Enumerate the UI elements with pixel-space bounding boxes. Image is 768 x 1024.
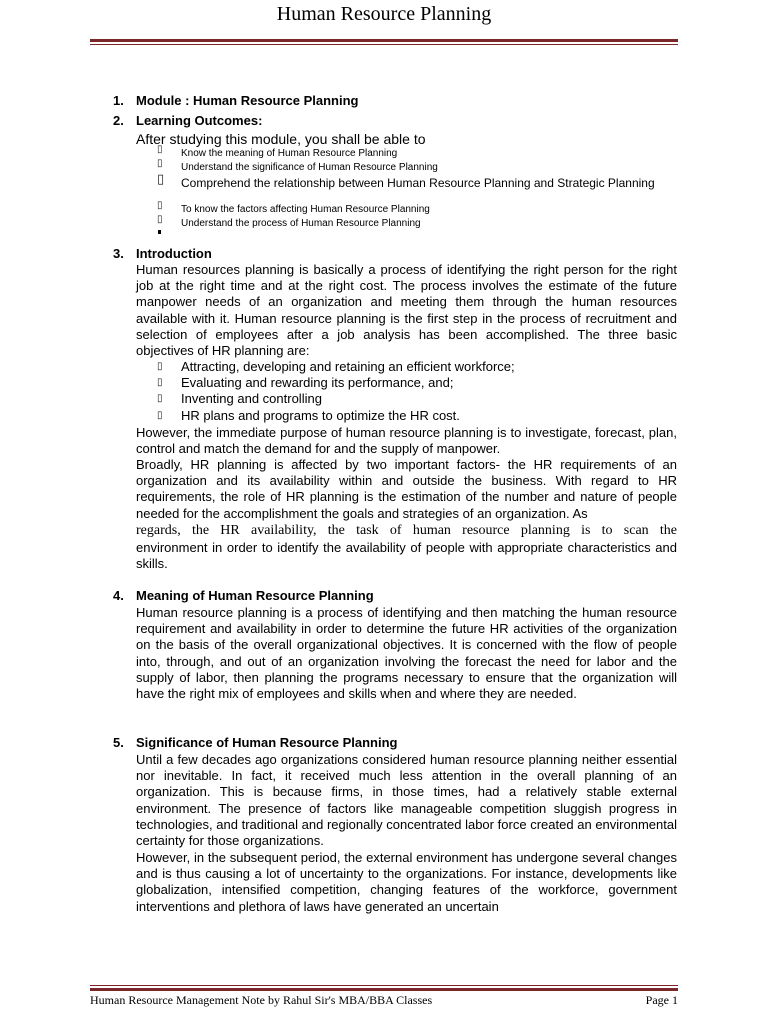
section-1-heading: Module : Human Resource Planning	[136, 93, 359, 108]
outcomes-intro: After studying this module, you shall be able to	[136, 131, 426, 147]
footer-note: Human Resource Management Note by Rahul Sir's MBA/BBA Classes	[90, 993, 433, 1007]
section-3-number: 3.	[113, 246, 124, 261]
bullet-icon: ▯	[157, 158, 163, 169]
purpose-paragraph: However, the immediate purpose of human resource planning is to investigate, forecast, plan, control and match the demand for and the supply of manpower.	[136, 425, 677, 457]
outcome-item: Know the meaning of Human Resource Planning	[181, 148, 398, 159]
section-2-heading: Learning Outcomes:	[136, 113, 263, 128]
significance-paragraph-2: However, in the subsequent period, the external environment has undergone several changes and is thus causing a lot of uncertainty to the organizations. For instance, developments like globalization, intensified competition, changing features of the workforce, government interventions and plethora of laws have generated an uncertain	[136, 850, 677, 914]
section-1-number: 1.	[113, 93, 124, 108]
footer-rule	[90, 985, 678, 991]
bullet-icon: ▯	[157, 393, 163, 404]
section-3-heading: Introduction	[136, 246, 212, 261]
objective-item: HR plans and programs to optimize the HR cost.	[181, 408, 460, 423]
bullet-icon: ▯	[157, 144, 163, 155]
intro-paragraph: Human resources planning is basically a process of identifying the right person for the right job at the right time and at the right cost. The process involves the estimate of the future manpower needs of an organization and meeting them through the human resources available with it. Human resource planning is the first step in the process of recruitment and selection of employees after a job analysis has been accomplished. The three basic objectives of HR planning are:	[136, 262, 677, 359]
objective-item: Evaluating and rewarding its performance, and;	[181, 375, 454, 390]
section-2-number: 2.	[113, 113, 124, 128]
header-rule	[90, 39, 678, 45]
outcome-item: To know the factors affecting Human Resource Planning	[181, 204, 430, 215]
section-5-number: 5.	[113, 735, 124, 750]
bullet-icon: ▯	[157, 200, 163, 211]
factors-paragraph-serif-line: regards, the HR availability, the task of human resource planning is to scan the	[136, 523, 677, 538]
factors-paragraph: Broadly, HR planning is affected by two important factors- the HR requirements of an organization and its availability within and outside the business. With regard to HR requirements, the role of HR planning is the estimation of the number and nature of people needed for the accomplishment the goals and strategies of an organization. As	[136, 457, 677, 521]
section-4-heading: Meaning of Human Resource Planning	[136, 588, 374, 603]
section-4-number: 4.	[113, 588, 124, 603]
section-5-heading: Significance of Human Resource Planning	[136, 735, 398, 750]
bullet-icon: ▯	[157, 410, 163, 421]
page-number: Page 1	[645, 993, 678, 1007]
bullet-icon: ▯	[157, 361, 163, 372]
factors-paragraph-end: environment in order to identify the availability of people with appropriate characteristics and skills.	[136, 540, 677, 572]
bullet-icon: ▯	[157, 377, 163, 388]
page-header-title: Human Resource Planning	[276, 3, 492, 25]
outcome-item: Understand the significance of Human Resource Planning	[181, 162, 438, 173]
meaning-paragraph: Human resource planning is a process of identifying and then matching the human resource requirement and availability in order to determine the future HR activities of the organization on the basis of the overall organizational objectives. It is concerned with the flow of people into, through, and out of an organization involving the forecast the need for labor and the supply of labor, then planning the programs necessary to ensure that the organization will have the right mix of employees and skills when and where they are needed.	[136, 605, 677, 702]
bullet-icon: ▯	[157, 172, 165, 187]
outcome-item: Comprehend the relationship between Human Resource Planning and Strategic Planning	[181, 176, 655, 190]
significance-paragraph-1: Until a few decades ago organizations considered human resource planning neither essential nor inevitable. In fact, it received much less attention in the overall planning of an organization. This is because firms, in those times, had a relatively stable external environment. The presence of factors like manageable competition sluggish progress in technologies, and traditional and regionally concentrated labor force created an environmental certainty for those organizations.	[136, 752, 677, 849]
objective-item: Attracting, developing and retaining an efficient workforce;	[181, 359, 515, 374]
bullet-square-icon	[158, 230, 161, 234]
bullet-icon: ▯	[157, 214, 163, 225]
outcome-item: Understand the process of Human Resource Planning	[181, 218, 421, 229]
objective-item: Inventing and controlling	[181, 391, 322, 406]
